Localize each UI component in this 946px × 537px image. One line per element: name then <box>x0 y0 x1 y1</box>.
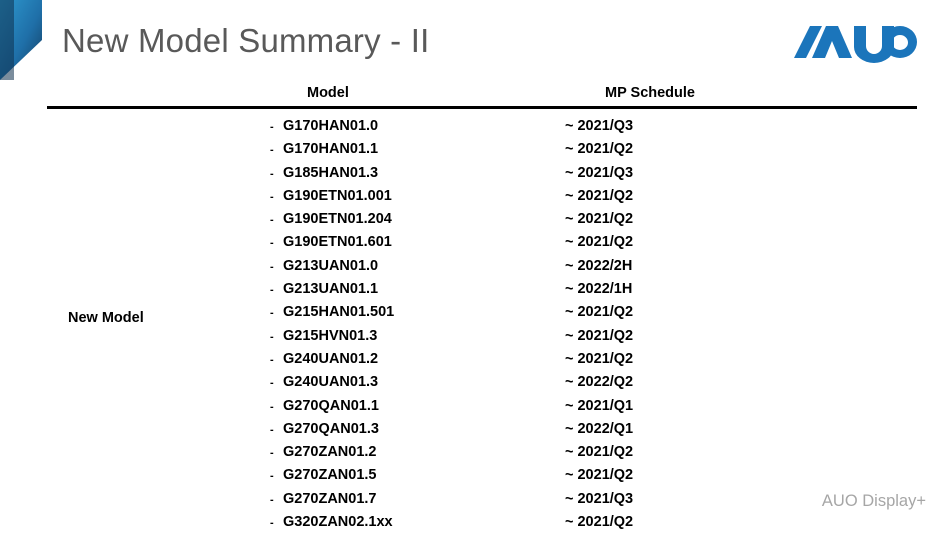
dash-icon: - <box>270 470 274 483</box>
dash-icon: - <box>270 144 274 157</box>
model-name: G270ZAN01.2 <box>283 444 377 461</box>
model-table <box>268 118 918 537</box>
dash-icon: - <box>270 493 274 506</box>
table-row <box>268 421 918 444</box>
cell-model <box>268 188 565 204</box>
dash-icon: - <box>270 167 274 180</box>
dash-icon: - <box>270 284 274 297</box>
cell-mp-schedule: ~ 2021/Q2 <box>565 234 634 251</box>
cell-model <box>268 374 565 390</box>
model-name: G240UAN01.3 <box>283 374 379 391</box>
dash-icon: - <box>270 190 274 203</box>
dash-icon: - <box>270 377 274 390</box>
cell-model <box>268 467 565 483</box>
cell-mp-schedule: ~ 2022/Q1 <box>565 420 634 437</box>
cell-model <box>268 165 565 181</box>
table-row <box>268 281 918 304</box>
cell-mp-schedule: ~ 2022/1H <box>565 281 633 298</box>
cell-mp-schedule: ~ 2021/Q3 <box>565 164 634 181</box>
cell-model <box>268 351 565 367</box>
column-header-mp-schedule: MP Schedule <box>605 85 695 101</box>
model-name: G170HAN01.0 <box>283 118 379 134</box>
dash-icon: - <box>270 447 274 460</box>
cell-mp-schedule: ~ 2021/Q3 <box>565 490 634 507</box>
table-row <box>268 328 918 351</box>
table-row <box>268 165 918 188</box>
cell-model <box>268 141 565 157</box>
model-name: G320ZAN02.1xx <box>283 514 393 531</box>
model-name: G213UAN01.0 <box>283 257 379 274</box>
cell-model <box>268 234 565 250</box>
cell-model <box>268 491 565 507</box>
model-name: G190ETN01.204 <box>283 211 392 228</box>
table-row <box>268 234 918 257</box>
cell-mp-schedule: ~ 2021/Q2 <box>565 304 634 321</box>
cell-model <box>268 514 565 530</box>
cell-mp-schedule: ~ 2021/Q2 <box>565 350 634 367</box>
table-row <box>268 211 918 234</box>
dash-icon: - <box>270 214 274 227</box>
cell-model <box>268 258 565 274</box>
table-row <box>268 444 918 467</box>
cell-mp-schedule: ~ 2021/Q3 <box>565 118 634 134</box>
cell-model <box>268 444 565 460</box>
table-row <box>268 141 918 164</box>
cell-mp-schedule: ~ 2021/Q2 <box>565 141 634 158</box>
cell-mp-schedule: ~ 2022/2H <box>565 257 633 274</box>
cell-model <box>268 328 565 344</box>
model-name: G170HAN01.1 <box>283 141 379 158</box>
cell-model <box>268 281 565 297</box>
model-name: G270QAN01.3 <box>283 420 379 437</box>
footer-brand-text: AUO Display+ <box>821 492 926 510</box>
dash-icon: - <box>270 237 274 250</box>
model-name: G215HAN01.501 <box>283 304 395 321</box>
row-group-label: New Model <box>68 310 144 326</box>
cell-mp-schedule: ~ 2021/Q2 <box>565 211 634 228</box>
page-title: New Model Summary - II <box>62 22 430 59</box>
dash-icon: - <box>270 121 274 133</box>
auo-logo <box>792 22 922 64</box>
cell-mp-schedule: ~ 2022/Q2 <box>565 374 634 391</box>
cell-mp-schedule: ~ 2021/Q2 <box>565 187 634 204</box>
model-name: G190ETN01.001 <box>283 187 392 204</box>
cell-mp-schedule: ~ 2021/Q2 <box>565 444 634 461</box>
table-row <box>268 351 918 374</box>
cell-mp-schedule: ~ 2021/Q2 <box>565 467 634 484</box>
model-name: G270ZAN01.7 <box>283 490 377 507</box>
table-row <box>268 491 918 514</box>
table-row <box>268 514 918 537</box>
model-name: G270QAN01.1 <box>283 397 379 414</box>
model-name: G240UAN01.2 <box>283 350 379 367</box>
dash-icon: - <box>270 307 274 320</box>
model-name: G190ETN01.601 <box>283 234 392 251</box>
model-name: G185HAN01.3 <box>283 164 379 181</box>
table-row <box>268 188 918 211</box>
cell-mp-schedule: ~ 2021/Q2 <box>565 514 634 531</box>
cell-model <box>268 211 565 227</box>
dash-icon: - <box>270 330 274 343</box>
table-row <box>268 258 918 281</box>
dash-icon: - <box>270 260 274 273</box>
table-row <box>268 118 918 141</box>
cell-model <box>268 421 565 437</box>
table-row <box>268 398 918 421</box>
header-divider <box>47 106 917 109</box>
table-row <box>268 304 918 327</box>
model-name: G215HVN01.3 <box>283 327 378 344</box>
column-header-model: Model <box>307 85 349 101</box>
table-row <box>268 467 918 490</box>
model-name: G213UAN01.1 <box>283 281 379 298</box>
cell-model <box>268 118 565 134</box>
dash-icon: - <box>270 353 274 366</box>
dash-icon: - <box>270 423 274 436</box>
table-row <box>268 374 918 397</box>
corner-accent-graphic <box>0 0 42 80</box>
cell-model <box>268 398 565 414</box>
cell-model <box>268 304 565 320</box>
dash-icon: - <box>270 517 274 530</box>
cell-mp-schedule: ~ 2021/Q2 <box>565 327 634 344</box>
cell-mp-schedule: ~ 2021/Q1 <box>565 397 634 414</box>
model-name: G270ZAN01.5 <box>283 467 377 484</box>
dash-icon: - <box>270 400 274 413</box>
